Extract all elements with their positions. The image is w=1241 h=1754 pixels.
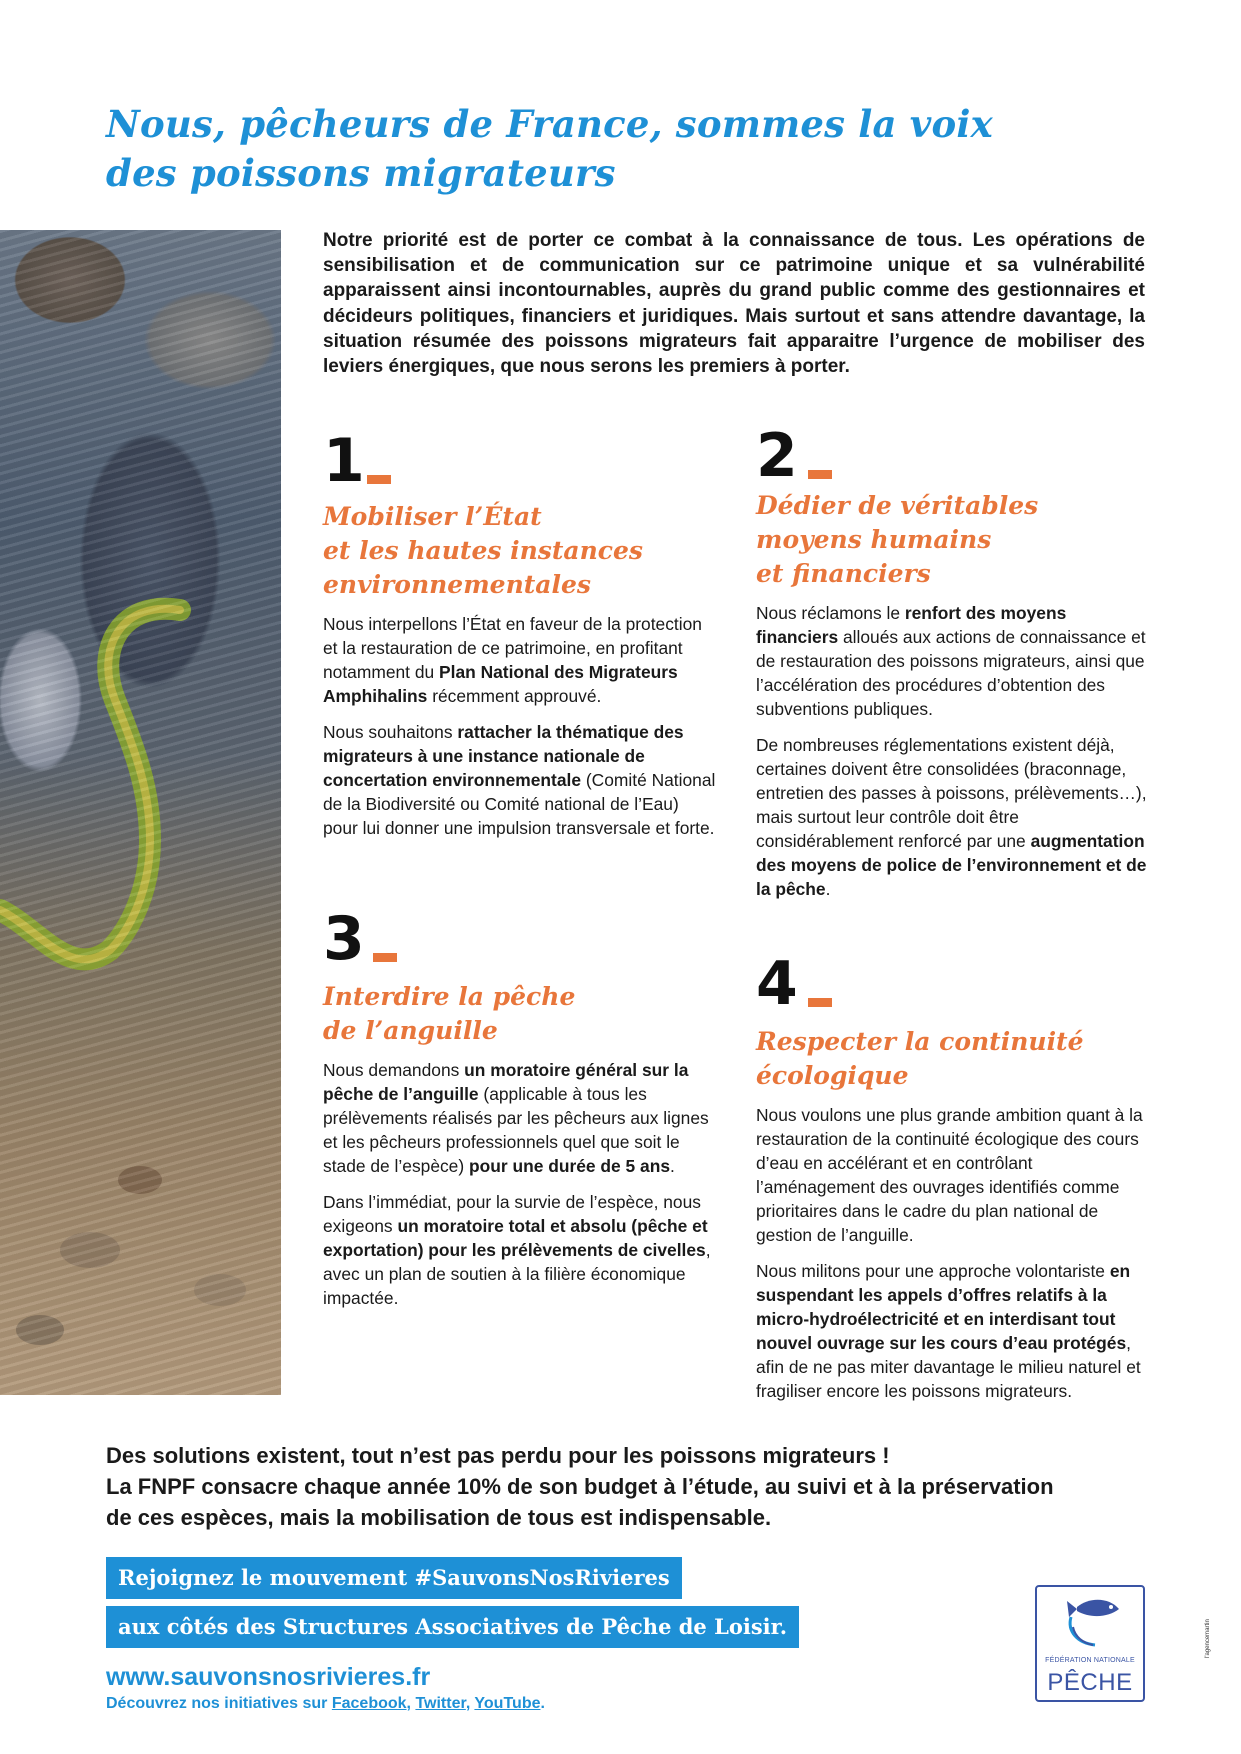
section-number-dash xyxy=(367,475,391,484)
section-2 xyxy=(756,421,1151,913)
text-run: (applicable à tous les prélèvements réalisés par les pêcheurs aux lignes et les pêcheurs professionnels quel que soit le stade de l’espèce) xyxy=(323,1084,709,1176)
bold-text: Plan National des Migrateurs Amphihalins xyxy=(323,662,678,706)
section-number-digit: 2 xyxy=(756,421,798,491)
section-body xyxy=(756,1103,1151,1403)
section-number-digit: 3 xyxy=(323,904,365,974)
section-number xyxy=(756,949,1151,1019)
text-run: . xyxy=(670,1156,675,1176)
section-heading-line: Respecter la continuité xyxy=(756,1027,1084,1056)
river-eel-photo xyxy=(0,230,281,1395)
banner-line-2: aux côtés des Structures Associatives de Pêche de Loisir. xyxy=(106,1606,799,1648)
separator: , xyxy=(465,1695,475,1712)
section-number xyxy=(323,426,718,496)
text-run: . xyxy=(825,879,831,899)
title-line-2: des poissons migrateurs xyxy=(106,151,616,195)
section-heading-line: et financiers xyxy=(756,559,931,588)
section-paragraph xyxy=(323,1058,718,1178)
text-run: Dans l’immédiat, pour la survie de l’espèce, nous exigeons xyxy=(323,1192,701,1236)
title-line-1: Nous, pêcheurs de France, sommes la voix xyxy=(106,102,993,146)
section-number-dash xyxy=(373,953,397,962)
facebook-link[interactable]: Facebook xyxy=(331,1695,407,1712)
bold-text: renfort des moyens financiers xyxy=(756,603,1067,647)
section-number-digit: 1 xyxy=(323,426,365,496)
text-run: Nous demandons xyxy=(323,1060,465,1080)
section-number-digit: 4 xyxy=(756,949,798,1019)
intro-text: Notre priorité est de porter ce combat à la connaissance de tous. Les opérations de sensibilisation et de communication sur ce patrimoine unique et sa vulnérabilité apparaissent ainsi incontournables, auprès du grand public comme des gestionnaires et décideurs politiques, financiers et juridiques. Mais surtout et sans attendre davantage, la situation résumée des poissons migrateurs fait apparaitre l’urgence de mobiliser des leviers énergiques, que nous serons les premiers à porter. xyxy=(323,230,1145,378)
section-number xyxy=(756,421,1151,491)
section-body xyxy=(323,612,718,840)
website-link[interactable]: www.sauvonsnosrivieres.fr xyxy=(106,1663,431,1691)
section-body xyxy=(756,601,1151,901)
section-paragraph xyxy=(756,601,1151,721)
conclusion-line-1: Des solutions existent, tout n’est pas perdu pour les poissons migrateurs ! xyxy=(106,1443,890,1468)
text-run: Nous souhaitons xyxy=(323,722,458,742)
logo-federation-text: FÉDÉRATION NATIONALE xyxy=(1045,1657,1135,1664)
logo-peche-text: PÊCHE xyxy=(1047,1669,1133,1696)
conclusion-line-3: de ces espèces, mais la mobilisation de tous est indispensable. xyxy=(106,1505,772,1530)
banner-line-1: Rejoignez le mouvement #SauvonsNosRivieres xyxy=(106,1557,682,1599)
section-body xyxy=(323,1058,718,1310)
fnpf-logo xyxy=(1035,1585,1145,1702)
page-title xyxy=(106,100,1006,198)
section-heading-line: de l’anguille xyxy=(323,1016,498,1045)
section-3 xyxy=(323,904,718,1322)
section-heading-line: moyens humains xyxy=(756,525,992,554)
bold-text: en suspendant les appels d’offres relatifs à la micro-hydroélectricité et en interdisant tout nouvel ouvrage sur les cours d’eau protégés xyxy=(756,1261,1131,1353)
section-heading xyxy=(756,489,1151,591)
period: . xyxy=(540,1695,545,1712)
text-run: Nous réclamons le xyxy=(756,603,905,623)
section-paragraph xyxy=(756,733,1151,901)
section-paragraph xyxy=(323,612,718,708)
text-run: (Comité National de la Biodiversité ou Comité national de l’Eau) pour lui donner une impulsion transversale et forte. xyxy=(323,770,716,838)
social-links xyxy=(106,1694,545,1714)
text-run: Nous interpellons l’État en faveur de la protection et la restauration de ce patrimoine, en profitant notamment du xyxy=(323,614,702,682)
bold-text: un moratoire général sur la pêche de l’anguille xyxy=(323,1060,689,1104)
text-run: Nous militons pour une approche volontariste xyxy=(756,1261,1110,1281)
section-heading-line: et les hautes instances xyxy=(323,536,643,565)
section-heading xyxy=(756,1025,1151,1093)
youtube-link[interactable]: YouTube xyxy=(474,1695,541,1712)
twitter-link[interactable]: Twitter xyxy=(415,1695,466,1712)
section-1 xyxy=(323,426,718,852)
section-paragraph xyxy=(756,1103,1151,1247)
separator: , xyxy=(406,1695,416,1712)
section-heading-line: Interdire la pêche xyxy=(323,982,576,1011)
text-run: De nombreuses réglementations existent déjà, certaines doivent être consolidées (braconnage, entretien des passes à poissons, prélèvements…), mais surtout leur contrôle doit être considérablement renforcé par une xyxy=(756,735,1147,851)
text-run: alloués aux actions de connaissance et de restauration des poissons migrateurs, ainsi que l’accélération des procédures d’obtention des subventions publiques. xyxy=(756,627,1146,719)
text-run: , afin de ne pas miter davantage le milieu naturel et fragiliser encore les poissons migrateurs. xyxy=(756,1333,1141,1401)
text-run: récemment approuvé. xyxy=(427,686,602,706)
section-number xyxy=(323,904,718,974)
section-number-dash xyxy=(808,470,832,479)
bold-text: pour une durée de 5 ans xyxy=(468,1156,670,1176)
section-paragraph xyxy=(323,720,718,840)
section-heading-line: Dédier de véritables xyxy=(756,491,1039,520)
bold-text: un moratoire total et absolu (pêche et exportation) pour les prélèvements de civelles xyxy=(323,1216,708,1260)
section-heading xyxy=(323,980,718,1048)
text-run: , avec un plan de soutien à la filière économique impactée. xyxy=(323,1240,711,1308)
bold-text: augmentation des moyens de police de l’environnement et de la pêche xyxy=(756,831,1147,899)
bold-text: rattacher la thématique des migrateurs à une instance nationale de concertation environnementale xyxy=(323,722,684,790)
section-4 xyxy=(756,949,1151,1415)
text-run: Nous voulons une plus grande ambition quant à la restauration de la continuité écologique des cours d’eau en accélérant et en contrôlant l’aménagement des ouvrages identifiés comme prioritaires dans le cadre du plan national de gestion de l’anguille. xyxy=(756,1105,1143,1245)
agency-credit: l'agencemartin xyxy=(1205,1619,1211,1658)
section-number-dash xyxy=(808,998,832,1007)
section-heading-line: écologique xyxy=(756,1061,909,1090)
discover-prefix: Découvrez nos initiatives sur xyxy=(106,1695,332,1712)
section-heading-line: Mobiliser l’État xyxy=(323,502,542,531)
conclusion-text xyxy=(106,1440,1156,1533)
section-paragraph xyxy=(756,1259,1151,1403)
conclusion-line-2: La FNPF consacre chaque année 10% de son budget à l’étude, au suivi et à la préservation xyxy=(106,1474,1054,1499)
section-heading xyxy=(323,500,718,602)
section-paragraph xyxy=(323,1190,718,1310)
section-heading-line: environnementales xyxy=(323,570,591,599)
eel-illustration xyxy=(0,230,281,1395)
fish-logo-icon xyxy=(1037,1587,1143,1657)
